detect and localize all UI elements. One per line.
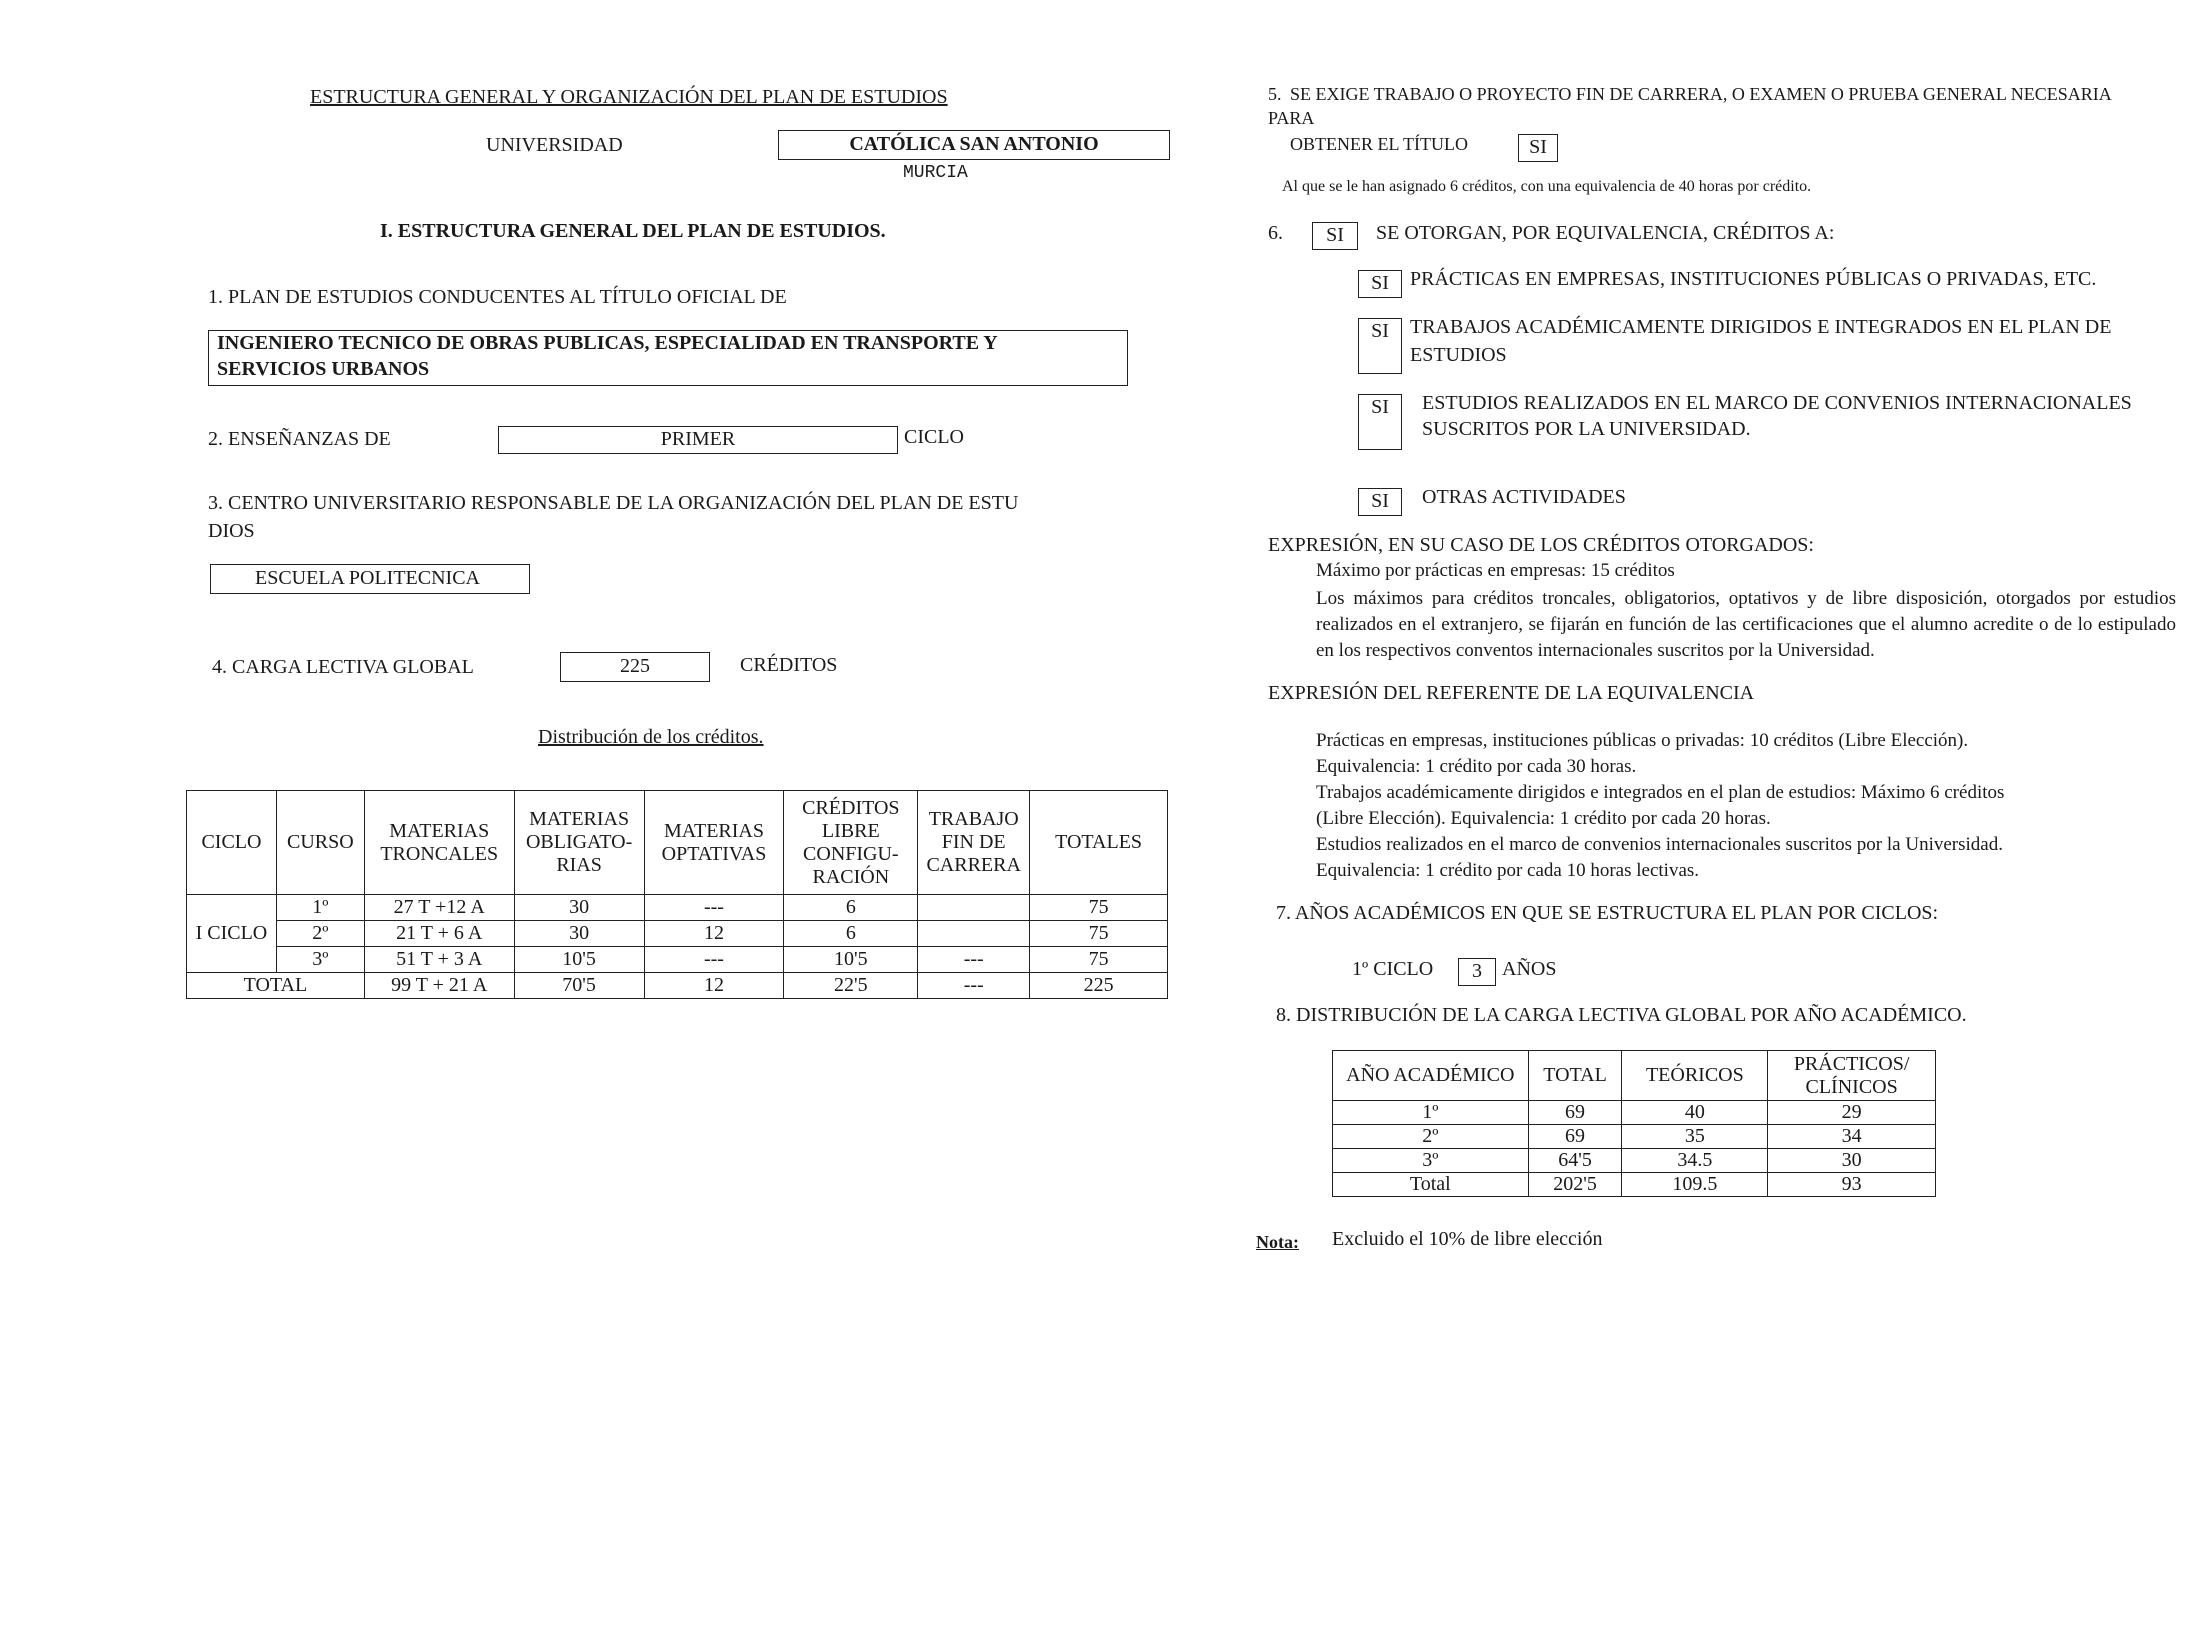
ref-line: Estudios realizados en el marco de convenios internacionales suscritos por la Universidad.	[1316, 834, 2003, 855]
totales-cell: 75	[1030, 921, 1168, 947]
opt4-checkbox: SI	[1358, 488, 1402, 516]
header-ciclo: CICLO	[187, 791, 277, 895]
ref-line: Prácticas en empresas, instituciones públicas o privadas: 10 créditos (Libre Elección).	[1316, 730, 1969, 751]
opt3-checkbox: SI	[1358, 394, 1402, 450]
obligatorias-cell: 30	[514, 921, 644, 947]
credits-value: 225	[620, 655, 650, 677]
opt2-label-line2: ESTUDIOS	[1410, 344, 1507, 366]
title-line2: SERVICIOS URBANOS	[217, 358, 430, 380]
teoricos-cell: 35	[1622, 1125, 1768, 1149]
header-libre: CRÉDITOS LIBRE CONFIGU-RACIÓN	[784, 791, 918, 895]
teoricos-cell: 34.5	[1622, 1149, 1768, 1173]
university-label: UNIVERSIDAD	[486, 134, 623, 156]
practicos-cell: 29	[1768, 1101, 1936, 1125]
expr-title: EXPRESIÓN, EN SU CASO DE LOS CRÉDITOS OTORGADOS:	[1268, 534, 1814, 556]
item6-checkbox: SI	[1312, 222, 1358, 250]
item5-checkbox: SI	[1518, 134, 1558, 162]
opt3-label-line1: ESTUDIOS REALIZADOS EN EL MARCO DE CONVENIOS INTERNACIONALES	[1422, 392, 2132, 414]
item5-line3: OBTENER EL TÍTULO	[1290, 134, 1468, 154]
cycle-value: PRIMER	[660, 428, 736, 450]
year-cell: Total	[1333, 1173, 1529, 1197]
item4-suffix: CRÉDITOS	[740, 654, 838, 676]
teoricos-cell: 109.5	[1622, 1173, 1768, 1197]
document-heading: ESTRUCTURA GENERAL Y ORGANIZACIÓN DEL PLAN DE ESTUDIOS	[310, 86, 948, 108]
totales-cell: 225	[1030, 973, 1168, 999]
cycle-box	[498, 426, 898, 454]
troncales-cell: 51 T + 3 A	[364, 947, 514, 973]
trabajo-cell: ---	[918, 947, 1030, 973]
table-row	[187, 947, 1168, 973]
teoricos-cell: 40	[1622, 1101, 1768, 1125]
title-line1: INGENIERO TECNICO DE OBRAS PUBLICAS, ESPECIALIDAD EN TRANSPORTE Y	[217, 332, 998, 354]
nota-text: Excluido el 10% de libre elección	[1332, 1228, 1603, 1250]
credits-table	[186, 790, 1168, 999]
item8-label: 8. DISTRIBUCIÓN DE LA CARGA LECTIVA GLOBAL POR AÑO ACADÉMICO.	[1276, 1004, 1967, 1026]
ref-line: Equivalencia: 1 crédito por cada 30 horas.	[1316, 756, 1637, 777]
table-row	[1333, 1125, 1936, 1149]
total-cell: 69	[1528, 1101, 1622, 1125]
practicos-cell: 34	[1768, 1125, 1936, 1149]
ref-line: Trabajos académicamente dirigidos e integrados en el plan de estudios: Máximo 6 créditos	[1316, 782, 2005, 803]
troncales-cell: 27 T +12 A	[364, 895, 514, 921]
ciclo-cell: I CICLO	[187, 895, 277, 973]
total-label: TOTAL	[187, 973, 365, 999]
university-city: MURCIA	[903, 163, 968, 183]
opt2-checkbox: SI	[1358, 318, 1402, 374]
distribution-title: Distribución de los créditos.	[538, 726, 764, 748]
item5-number: 5.	[1268, 84, 1282, 104]
section-title: I. ESTRUCTURA GENERAL DEL PLAN DE ESTUDIOS.	[380, 220, 886, 242]
libre-cell: 22'5	[784, 973, 918, 999]
obligatorias-cell: 70'5	[514, 973, 644, 999]
trabajo-cell: ---	[918, 973, 1030, 999]
totales-cell: 75	[1030, 895, 1168, 921]
year-cell: 3º	[1333, 1149, 1529, 1173]
trabajo-cell	[918, 921, 1030, 947]
item3-label-line1: 3. CENTRO UNIVERSITARIO RESPONSABLE DE LA ORGANIZACIÓN DEL PLAN DE ESTU	[208, 492, 1019, 514]
opt1-label: PRÁCTICAS EN EMPRESAS, INSTITUCIONES PÚBLICAS O PRIVADAS, ETC.	[1410, 268, 2097, 290]
item3-label-line2: DIOS	[208, 520, 255, 542]
expr-line1: Máximo por prácticas en empresas: 15 créditos	[1316, 560, 1675, 581]
center-box	[210, 564, 530, 594]
nota-label: Nota:	[1256, 1232, 1299, 1252]
opt3-label-line2: SUSCRITOS POR LA UNIVERSIDAD.	[1422, 418, 1751, 440]
trabajo-cell	[918, 895, 1030, 921]
header-optativas: MATERIAS OPTATIVAS	[644, 791, 784, 895]
item5-note: Al que se le han asignado 6 créditos, con una equivalencia de 40 horas por crédito.	[1282, 178, 1812, 195]
header-practicos: PRÁCTICOS/ CLÍNICOS	[1768, 1051, 1936, 1101]
optativas-cell: 12	[644, 921, 784, 947]
obligatorias-cell: 30	[514, 895, 644, 921]
ref-title: EXPRESIÓN DEL REFERENTE DE LA EQUIVALENCIA	[1268, 682, 1755, 704]
center-value: ESCUELA POLITECNICA	[255, 567, 480, 589]
opt1-checkbox: SI	[1358, 270, 1402, 298]
item4-label: 4. CARGA LECTIVA GLOBAL	[212, 656, 474, 678]
optativas-cell: ---	[644, 947, 784, 973]
item7-suffix: AÑOS	[1502, 958, 1557, 980]
header-obligatorias: MATERIAS OBLIGATO-RIAS	[514, 791, 644, 895]
item6-label: SE OTORGAN, POR EQUIVALENCIA, CRÉDITOS A:	[1376, 222, 1835, 244]
optativas-cell: 12	[644, 973, 784, 999]
opt2-label-line1: TRABAJOS ACADÉMICAMENTE DIRIGIDOS E INTEGRADOS EN EL PLAN DE	[1410, 316, 2112, 338]
table-row	[187, 921, 1168, 947]
item2-suffix: CICLO	[904, 426, 964, 448]
item5-line1: SE EXIGE TRABAJO O PROYECTO FIN DE CARRERA, O EXAMEN O PRUEBA GENERAL NECESARIA	[1290, 84, 2112, 104]
header-total: TOTAL	[1528, 1051, 1622, 1101]
header-curso: CURSO	[276, 791, 364, 895]
total-cell: 69	[1528, 1125, 1622, 1149]
libre-cell: 6	[784, 921, 918, 947]
opt4-label: OTRAS ACTIVIDADES	[1422, 486, 1626, 508]
practicos-cell: 93	[1768, 1173, 1936, 1197]
header-troncales: MATERIAS TRONCALES	[364, 791, 514, 895]
practicos-cell: 30	[1768, 1149, 1936, 1173]
expr-paragraph: Los máximos para créditos troncales, obligatorios, optativos y de libre disposición, otorgados por estudios realizados en el extranjero, se fijarán en función de las certificaciones que el alumno acredite o de lo estipulado en los respectivos conventos internacionales suscritos por la Universidad.	[1316, 588, 2176, 661]
curso-cell: 2º	[276, 921, 364, 947]
table-row	[1333, 1173, 1936, 1197]
total-cell: 64'5	[1528, 1149, 1622, 1173]
troncales-cell: 99 T + 21 A	[364, 973, 514, 999]
optativas-cell: ---	[644, 895, 784, 921]
university-box	[778, 130, 1170, 160]
ref-line: Equivalencia: 1 crédito por cada 10 horas lectivas.	[1316, 860, 1700, 881]
year-cell: 2º	[1333, 1125, 1529, 1149]
title-box	[208, 330, 1128, 386]
header-ano: AÑO ACADÉMICO	[1333, 1051, 1529, 1101]
item2-label: 2. ENSEÑANZAS DE	[208, 428, 391, 450]
item5-line2: PARA	[1268, 108, 1315, 128]
item1-label: 1. PLAN DE ESTUDIOS CONDUCENTES AL TÍTULO OFICIAL DE	[208, 286, 787, 308]
credits-box	[560, 652, 710, 682]
university-name: CATÓLICA SAN ANTONIO	[849, 133, 1099, 155]
year-table	[1332, 1050, 1936, 1197]
table-row	[1333, 1149, 1936, 1173]
item7-box: 3	[1458, 958, 1496, 986]
curso-cell: 1º	[276, 895, 364, 921]
table-row	[187, 895, 1168, 921]
libre-cell: 6	[784, 895, 918, 921]
item7-label: 7. AÑOS ACADÉMICOS EN QUE SE ESTRUCTURA EL PLAN POR CICLOS:	[1276, 902, 1939, 924]
libre-cell: 10'5	[784, 947, 918, 973]
item6-number: 6.	[1268, 222, 1283, 244]
total-row	[187, 973, 1168, 999]
credits-table-header	[187, 791, 1168, 895]
header-trabajo: TRABAJO FIN DE CARRERA	[918, 791, 1030, 895]
troncales-cell: 21 T + 6 A	[364, 921, 514, 947]
curso-cell: 3º	[276, 947, 364, 973]
header-teoricos: TEÓRICOS	[1622, 1051, 1768, 1101]
totales-cell: 75	[1030, 947, 1168, 973]
year-cell: 1º	[1333, 1101, 1529, 1125]
header-totales: TOTALES	[1030, 791, 1168, 895]
total-cell: 202'5	[1528, 1173, 1622, 1197]
obligatorias-cell: 10'5	[514, 947, 644, 973]
table-row	[1333, 1101, 1936, 1125]
year-table-header	[1333, 1051, 1936, 1101]
ref-line: (Libre Elección). Equivalencia: 1 crédito por cada 20 horas.	[1316, 808, 1771, 829]
item7-ciclo: 1º CICLO	[1352, 958, 1434, 980]
